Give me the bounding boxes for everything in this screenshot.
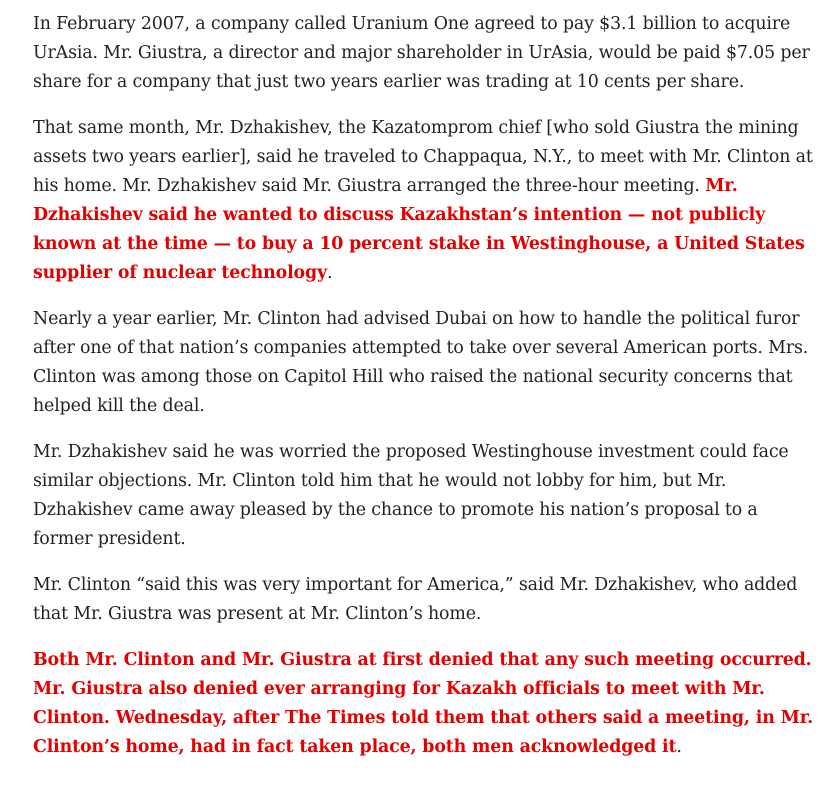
paragraph-end: . — [326, 263, 333, 283]
article-body — [33, 10, 813, 779]
paragraph-westinghouse-objections: Mr. Dzhakishev said he was worried the proposed Westinghouse investment could face similar objections. Mr. Clinton told him that he would not lobby for him, but Mr. Dzhakishev came away pleased by the chance to promote his nation’s proposal to a former president. — [33, 442, 789, 549]
paragraph-dubai-ports: Nearly a year earlier, Mr. Clinton had advised Dubai on how to handle the political furor after one of that nation’s companies attempted to take over several American ports. Mrs. Clinton was among those on Capitol Hill who raised the national security concerns that helped kill the deal. — [33, 309, 809, 416]
paragraph-text: That same month, Mr. Dzhakishev, the Kazatomprom chief [who sold Giustra the mining assets two years earlier], said he traveled to Chappaqua, N.Y., to meet with Mr. Clinton at his home. Mr. Dzhakishev said Mr. Giustra arranged the three-hour meeting. — [33, 118, 813, 196]
highlighted-text: Both Mr. Clinton and Mr. Giustra at first denied that any such meeting occurred. Mr. Giustra also denied ever arranging for Kazakh officials to meet with Mr. Clinton. Wednesday, after The Times told them that others said a meeting, in Mr. Clinton’s home, had in fact taken place, both men acknowledged it — [33, 650, 814, 757]
paragraph-end: . — [676, 737, 682, 757]
paragraph-denial — [33, 646, 813, 762]
paragraph-chappaqua-meeting — [33, 114, 813, 288]
paragraph-important-for-america: Mr. Clinton “said this was very important for America,” said Mr. Dzhakishev, who added that Mr. Giustra was present at Mr. Clinton’s home. — [33, 575, 798, 624]
highlighted-text: Mr. Dzhakishev said he wanted to discuss Kazakhstan’s intention — not publicly known at the time — to buy a 10 percent stake in Westinghouse, a United States supplier of nuclear technology — [33, 176, 805, 283]
paragraph-uranium-one: In February 2007, a company called Uranium One agreed to pay $3.1 billion to acquire UrAsia. Mr. Giustra, a director and major shareholder in UrAsia, would be paid $7.05 per share for a company that just two years earlier was trading at 10 cents per share. — [33, 14, 810, 92]
